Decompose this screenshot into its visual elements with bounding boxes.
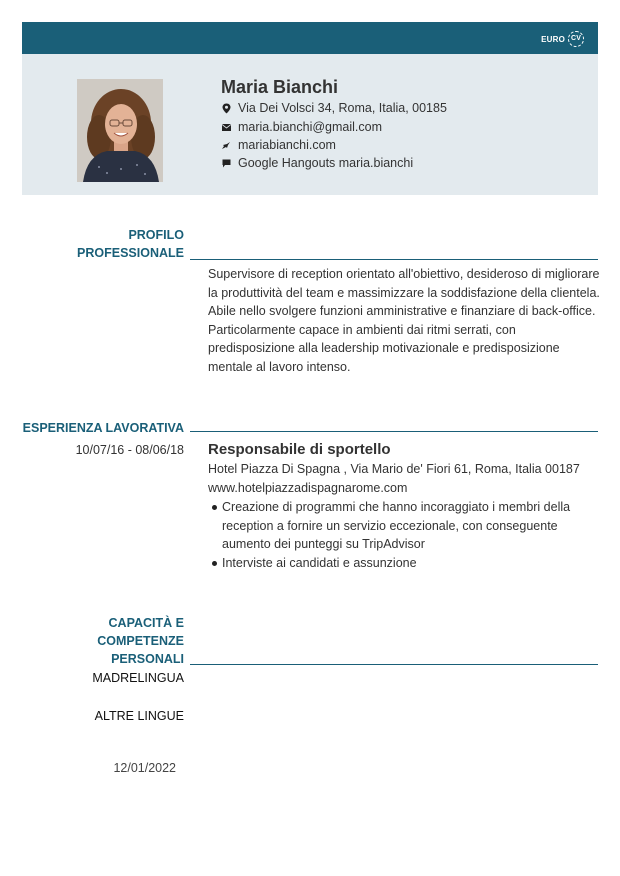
job-dates: 10/07/16 - 08/06/18 bbox=[75, 443, 184, 457]
summary-line: mentale al lavoro intenso. bbox=[208, 359, 351, 374]
section-title-line: PERSONALI bbox=[111, 652, 184, 666]
website-line bbox=[221, 138, 336, 152]
chat-text: Google Hangouts maria.bianchi bbox=[238, 156, 414, 170]
summary-line: Particolarmente capace in ambienti dai ritmi serrati, con bbox=[208, 322, 516, 337]
address-text: Via Dei Volsci 34, Roma, Italia, 00185 bbox=[238, 101, 447, 115]
cursor-pointer-icon bbox=[221, 140, 231, 151]
job-role: Responsabile di sportello bbox=[208, 441, 391, 458]
section-divider bbox=[190, 259, 598, 260]
section-title-line: PROFILO bbox=[128, 228, 184, 242]
summary-line: predisposizione alla leadership motivazionale e predisposizione bbox=[208, 341, 560, 356]
address-line bbox=[221, 101, 447, 115]
summary-line: Abile nello svolgere funzioni amministrative e finanziare di back-office. bbox=[208, 304, 596, 319]
email-text[interactable]: maria.bianchi@gmail.com bbox=[238, 120, 382, 134]
chat-bubble-icon bbox=[221, 158, 231, 169]
summary-line: la produttività del team e massimizzare la soddisfazione della clientela. bbox=[208, 285, 600, 300]
mother-tongue-label: MADRELINGUA bbox=[92, 671, 184, 685]
job-url[interactable]: www.hotelpiazzadispagnarome.com bbox=[208, 481, 408, 495]
document-date: 12/01/2022 bbox=[113, 761, 176, 775]
profile-summary bbox=[208, 265, 600, 377]
top-bar bbox=[22, 22, 598, 54]
chat-line bbox=[221, 156, 413, 170]
list-item: Interviste ai candidati e assunzione bbox=[208, 554, 588, 573]
person-name: Maria Bianchi bbox=[221, 77, 339, 97]
europass-logo bbox=[541, 31, 584, 47]
envelope-icon bbox=[221, 122, 231, 133]
list-item: Creazione di programmi che hanno incoraggiato i membri della reception a fornire un servizio eccezionale, con conseguente aumento dei punteggi su TripAdvisor bbox=[208, 498, 588, 554]
job-company: Hotel Piazza Di Spagna , Via Mario de' Fiori 61, Roma, Italia 00187 bbox=[208, 462, 580, 476]
section-title-experience: ESPERIENZA LAVORATIVA bbox=[22, 421, 184, 435]
other-languages-label: ALTRE LINGUE bbox=[94, 709, 184, 723]
logo-text: EURO bbox=[541, 34, 565, 44]
section-divider bbox=[190, 431, 598, 432]
website-text[interactable]: mariabianchi.com bbox=[238, 138, 336, 152]
job-bullet-list bbox=[208, 498, 588, 572]
map-pin-icon bbox=[221, 103, 231, 114]
profile-photo bbox=[77, 79, 163, 182]
section-title-line: CAPACITÀ E bbox=[108, 616, 184, 630]
section-title-line: COMPETENZE bbox=[97, 634, 184, 648]
summary-line: Supervisore di reception orientato all'obiettivo, desideroso di migliorare bbox=[208, 267, 600, 281]
section-title-line: PROFESSIONALE bbox=[77, 246, 184, 260]
section-divider bbox=[190, 664, 598, 665]
section-title-profile bbox=[22, 226, 184, 262]
cv-header bbox=[22, 54, 598, 195]
email-line bbox=[221, 120, 382, 134]
logo-badge: CV bbox=[568, 31, 584, 47]
section-title-skills bbox=[22, 614, 184, 668]
avatar-illustration bbox=[77, 79, 163, 182]
